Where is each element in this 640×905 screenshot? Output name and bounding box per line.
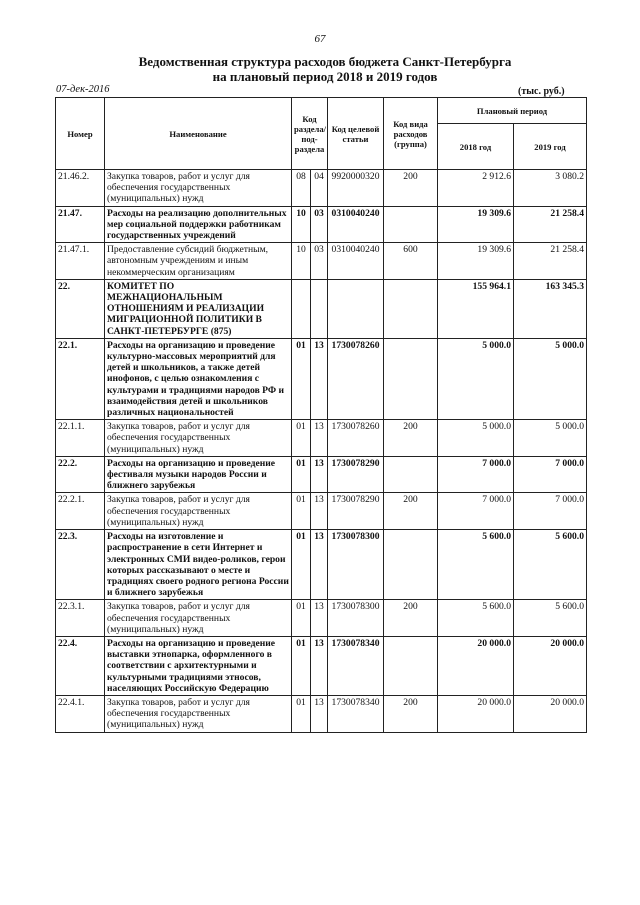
row-value-2018: 19 309.6 <box>438 243 514 280</box>
header-planned: Плановый период <box>438 98 587 124</box>
row-subsection: 03 <box>311 206 328 243</box>
row-target-code: 1730078290 <box>328 493 384 530</box>
row-value-2018: 5 600.0 <box>438 530 514 600</box>
row-subsection: 13 <box>311 420 328 457</box>
row-section: 10 <box>292 206 311 243</box>
row-value-2018: 7 000.0 <box>438 456 514 493</box>
row-expense-type <box>384 338 438 419</box>
row-subsection: 03 <box>311 243 328 280</box>
row-expense-type <box>384 279 438 338</box>
row-section: 01 <box>292 420 311 457</box>
row-name: КОМИТЕТ ПО МЕЖНАЦИОНАЛЬНЫМ ОТНОШЕНИЯМ И РЕАЛИЗАЦИИ МИГРАЦИОННОЙ ПОЛИТИКИ В САНКТ-ПЕТЕРБУРГЕ (875) <box>105 279 292 338</box>
row-section: 01 <box>292 600 311 637</box>
title-line-1: Ведомственная структура расходов бюджета Санкт-Петербурга <box>138 54 512 69</box>
row-name: Расходы на организацию и проведение выставки этнопарка, оформленного в соответствии с архитектурными и культурными традициями этносов, населяющих Российскую Федерацию <box>105 636 292 695</box>
row-number: 22.4. <box>56 636 105 695</box>
row-number: 22. <box>56 279 105 338</box>
row-section: 01 <box>292 456 311 493</box>
row-value-2019: 21 258.4 <box>514 206 587 243</box>
header-year-2019: 2019 год <box>514 124 587 170</box>
row-expense-type: 200 <box>384 493 438 530</box>
row-number: 21.47. <box>56 206 105 243</box>
table-row <box>56 695 587 732</box>
row-value-2018: 20 000.0 <box>438 695 514 732</box>
row-expense-type: 200 <box>384 600 438 637</box>
row-number: 21.46.2. <box>56 170 105 207</box>
row-value-2019: 7 000.0 <box>514 493 587 530</box>
row-value-2018: 5 600.0 <box>438 600 514 637</box>
row-section: 08 <box>292 170 311 207</box>
table-row <box>56 530 587 600</box>
row-target-code: 1730078340 <box>328 695 384 732</box>
header-year-2018: 2018 год <box>438 124 514 170</box>
row-number: 22.3. <box>56 530 105 600</box>
row-target-code: 9920000320 <box>328 170 384 207</box>
row-number: 22.1. <box>56 338 105 419</box>
row-subsection: 13 <box>311 695 328 732</box>
row-subsection: 04 <box>311 170 328 207</box>
row-section: 01 <box>292 530 311 600</box>
row-value-2019: 5 600.0 <box>514 530 587 600</box>
row-expense-type <box>384 206 438 243</box>
row-name: Закупка товаров, работ и услуг для обеспечения государственных (муниципальных) нужд <box>105 695 292 732</box>
row-number: 22.3.1. <box>56 600 105 637</box>
row-section <box>292 279 311 338</box>
row-name: Расходы на организацию и проведение фестиваля музыки народов России и ближнего зарубежья <box>105 456 292 493</box>
row-name: Закупка товаров, работ и услуг для обеспечения государственных (муниципальных) нужд <box>105 170 292 207</box>
row-subsection: 13 <box>311 530 328 600</box>
title-line-2: на плановый период 2018 и 2019 годов <box>212 69 438 84</box>
row-subsection: 13 <box>311 636 328 695</box>
table-row <box>56 456 587 493</box>
row-name: Закупка товаров, работ и услуг для обеспечения государственных (муниципальных) нужд <box>105 420 292 457</box>
row-name: Расходы на изготовление и распространение в сети Интернет и электронных СМИ видео-роликов, герои которых рассказывают о месте и традициях своего родного региона России и ближнего зарубежья <box>105 530 292 600</box>
row-target-code <box>328 279 384 338</box>
row-value-2018: 7 000.0 <box>438 493 514 530</box>
table-row <box>56 170 587 207</box>
header-name: Наименование <box>105 98 292 170</box>
row-expense-type: 200 <box>384 170 438 207</box>
row-value-2019: 20 000.0 <box>514 695 587 732</box>
budget-table <box>55 97 587 733</box>
row-target-code: 1730078300 <box>328 530 384 600</box>
row-target-code: 1730078340 <box>328 636 384 695</box>
row-number: 22.1.1. <box>56 420 105 457</box>
table-row <box>56 600 587 637</box>
row-expense-type <box>384 530 438 600</box>
row-subsection: 13 <box>311 338 328 419</box>
row-value-2019: 163 345.3 <box>514 279 587 338</box>
header-expense-type: Код вида расходов (группа) <box>384 98 438 170</box>
document-date: 07-дек-2016 <box>56 84 110 95</box>
row-section: 01 <box>292 636 311 695</box>
row-value-2019: 5 000.0 <box>514 420 587 457</box>
page-number: 67 <box>314 33 326 45</box>
row-target-code: 1730078260 <box>328 420 384 457</box>
row-section: 01 <box>292 338 311 419</box>
row-target-code: 1730078300 <box>328 600 384 637</box>
row-subsection: 13 <box>311 456 328 493</box>
row-value-2018: 20 000.0 <box>438 636 514 695</box>
row-value-2018: 5 000.0 <box>438 338 514 419</box>
row-section: 10 <box>292 243 311 280</box>
row-target-code: 1730078290 <box>328 456 384 493</box>
row-name: Закупка товаров, работ и услуг для обеспечения государственных (муниципальных) нужд <box>105 493 292 530</box>
table-row <box>56 420 587 457</box>
document-title <box>60 54 590 84</box>
row-target-code: 1730078260 <box>328 338 384 419</box>
row-value-2019: 5 000.0 <box>514 338 587 419</box>
row-name: Предоставление субсидий бюджетным, автономным учреждениям и иным некоммерческим организациям <box>105 243 292 280</box>
row-value-2018: 155 964.1 <box>438 279 514 338</box>
row-value-2018: 2 912.6 <box>438 170 514 207</box>
row-name: Закупка товаров, работ и услуг для обеспечения государственных (муниципальных) нужд <box>105 600 292 637</box>
table-row <box>56 338 587 419</box>
row-subsection: 13 <box>311 600 328 637</box>
row-name: Расходы на организацию и проведение культурно-массовых мероприятий для детей и школьников, а также детей инофонов, с целью ознакомления с культурами и традициями народов РФ и взаимодействия детей и школьников различных национальностей <box>105 338 292 419</box>
table-row <box>56 206 587 243</box>
row-section: 01 <box>292 493 311 530</box>
row-section: 01 <box>292 695 311 732</box>
table-row <box>56 636 587 695</box>
row-number: 22.2. <box>56 456 105 493</box>
row-value-2019: 7 000.0 <box>514 456 587 493</box>
row-value-2019: 3 080.2 <box>514 170 587 207</box>
header-number: Номер <box>56 98 105 170</box>
row-name: Расходы на реализацию дополнительных мер социальной поддержки работникам государственных учреждений <box>105 206 292 243</box>
row-number: 22.4.1. <box>56 695 105 732</box>
header-target: Код целевой статьи <box>328 98 384 170</box>
row-target-code: 0310040240 <box>328 243 384 280</box>
row-expense-type <box>384 456 438 493</box>
row-value-2018: 5 000.0 <box>438 420 514 457</box>
row-target-code: 0310040240 <box>328 206 384 243</box>
row-value-2019: 5 600.0 <box>514 600 587 637</box>
row-number: 22.2.1. <box>56 493 105 530</box>
table-row <box>56 493 587 530</box>
row-value-2019: 21 258.4 <box>514 243 587 280</box>
header-section: Код раздела/ под-раздела <box>292 98 328 170</box>
row-expense-type <box>384 636 438 695</box>
row-expense-type: 200 <box>384 420 438 457</box>
row-value-2019: 20 000.0 <box>514 636 587 695</box>
row-expense-type: 600 <box>384 243 438 280</box>
table-row <box>56 279 587 338</box>
row-subsection <box>311 279 328 338</box>
row-number: 21.47.1. <box>56 243 105 280</box>
row-subsection: 13 <box>311 493 328 530</box>
table-row <box>56 243 587 280</box>
row-value-2018: 19 309.6 <box>438 206 514 243</box>
row-expense-type: 200 <box>384 695 438 732</box>
units-label: (тыс. руб.) <box>518 86 565 97</box>
